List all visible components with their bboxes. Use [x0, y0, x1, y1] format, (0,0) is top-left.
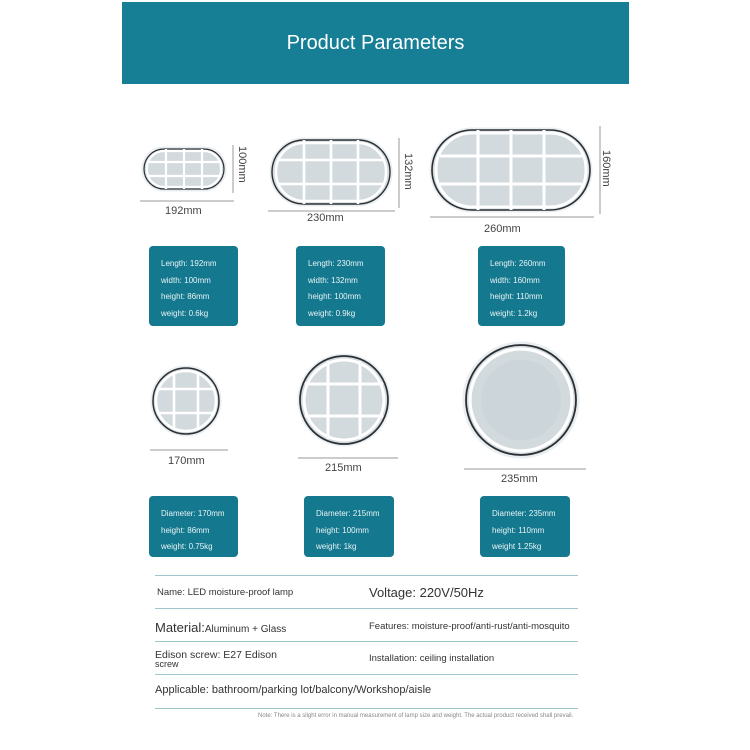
oval-small-spec-card	[149, 246, 238, 326]
table-row-applicable	[155, 674, 578, 709]
oval-lamp-medium-image	[266, 134, 398, 212]
round-medium-diameter-label: 215mm	[325, 462, 362, 474]
oval-small-length-label: 192mm	[165, 205, 202, 217]
oval-large-spec-card	[478, 246, 565, 326]
spec-length: Length: 192mm	[161, 259, 217, 268]
oval-medium-spec-card	[296, 246, 385, 326]
dimension-line-large-length	[430, 214, 595, 220]
dimension-line-round-large	[464, 466, 588, 472]
spec-height: height: 100mm	[316, 525, 369, 535]
oval-large-height-label: 160mm	[600, 150, 612, 187]
round-lamp-small-image	[146, 362, 232, 442]
oval-large-length-label: 260mm	[484, 223, 521, 235]
disclaimer-note: Note: There is a slight error in manual measurement of lamp size and weight. The actual product received shall prevail.	[258, 713, 574, 719]
page-title: Product Parameters	[286, 32, 465, 54]
spec-height: height: 110mm	[492, 525, 545, 535]
spec-weight: weight: 1kg	[316, 542, 357, 551]
round-lamp-large-image	[458, 337, 590, 465]
table-row-material-features	[155, 608, 578, 642]
dimension-line-round-small	[150, 447, 230, 453]
oval-small-height-label: 100mm	[236, 146, 248, 183]
spec-weight: weight: 0.75kg	[161, 542, 213, 551]
spec-height: height: 110mm	[490, 292, 543, 301]
oval-medium-height-label: 132mm	[402, 153, 414, 190]
round-medium-spec-card	[304, 496, 394, 557]
spec-diameter: Diameter: 170mm	[161, 509, 225, 518]
applicable-cell: Applicable: bathroom/parking lot/balcony/Workshop/aisle	[155, 684, 432, 696]
round-large-diameter-label: 235mm	[501, 473, 538, 485]
spec-weight: weight: 0.9kg	[308, 308, 356, 318]
spec-diameter: Diameter: 215mm	[316, 509, 380, 518]
round-small-spec-card	[149, 496, 238, 557]
material-cell	[155, 619, 286, 637]
spec-height: height: 100mm	[308, 292, 361, 301]
spec-length: Length: 260mm	[490, 259, 546, 268]
oval-lamp-small-image	[138, 143, 238, 199]
round-lamp-medium-image	[292, 349, 404, 453]
edison-cell-line1: Edison screw: E27 Edison	[155, 649, 277, 661]
spec-height: height: 86mm	[161, 292, 210, 301]
spec-diameter: Diameter: 235mm	[492, 509, 556, 518]
table-row-edison-installation	[155, 641, 578, 675]
spec-width: width: 132mm	[308, 275, 358, 285]
material-value: Aluminum + Glass	[204, 624, 287, 635]
oval-lamp-large-image	[426, 124, 598, 216]
table-row-name-voltage	[155, 575, 578, 609]
spec-weight: weight 1.25kg	[492, 542, 542, 551]
round-large-spec-card	[480, 496, 570, 557]
header-banner	[122, 2, 629, 84]
round-small-diameter-label: 170mm	[168, 455, 205, 467]
material-key: Material:	[155, 620, 205, 635]
features-cell: Features: moisture-proof/anti-rust/anti-mosquito	[369, 621, 570, 632]
dimension-line-small-length	[140, 198, 235, 204]
oval-medium-length-label: 230mm	[307, 212, 344, 224]
dimension-line-round-medium	[298, 455, 400, 461]
spec-weight: weight: 1.2kg	[490, 308, 538, 318]
voltage-cell: Voltage: 220V/50Hz	[369, 585, 484, 600]
name-cell: Name: LED moisture-proof lamp	[157, 587, 294, 598]
spec-weight: weight: 0.6kg	[161, 308, 209, 318]
edison-cell-line2: screw	[155, 659, 179, 669]
spec-width: width: 100mm	[161, 275, 211, 285]
installation-cell: Installation: ceiling installation	[369, 653, 495, 664]
spec-length: Length: 230mm	[308, 259, 364, 268]
spec-width: width: 160mm	[490, 275, 540, 285]
spec-height: height: 86mm	[161, 525, 210, 535]
